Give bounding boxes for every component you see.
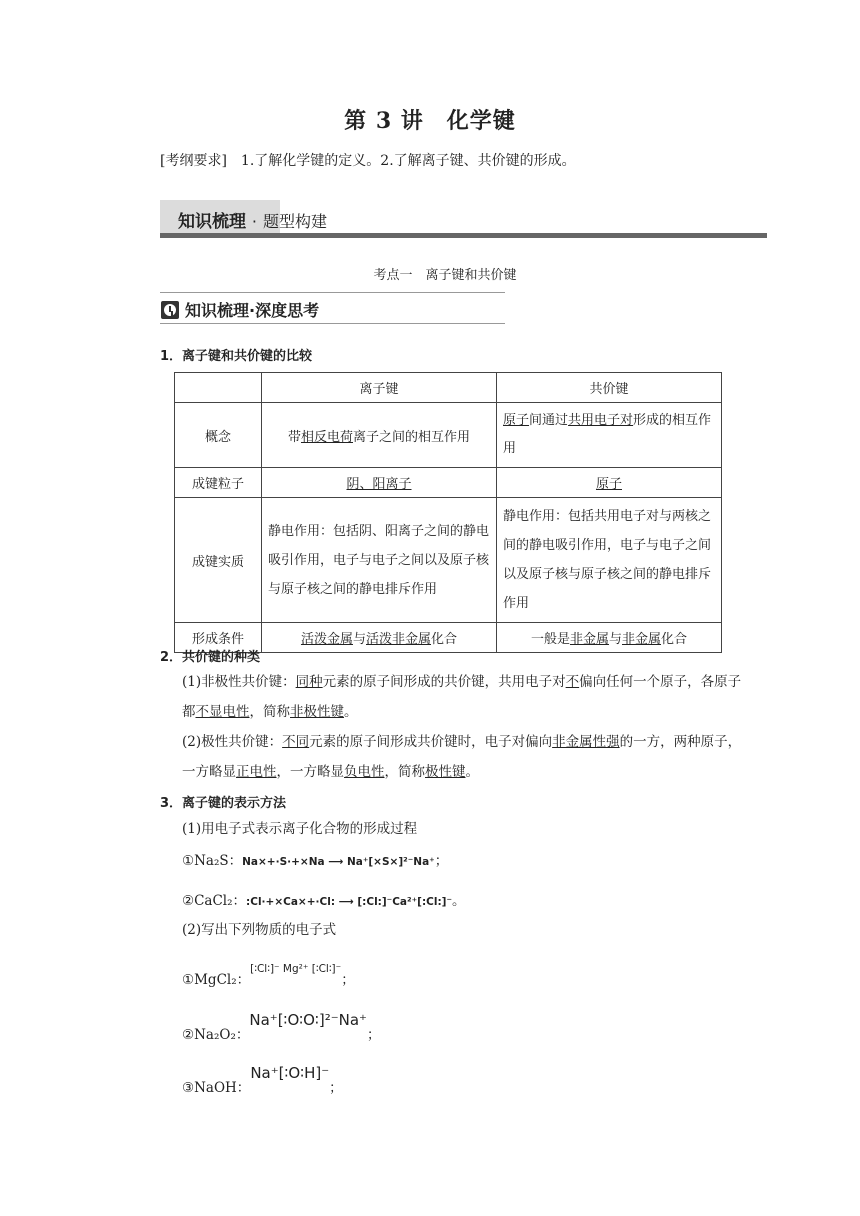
na2o2-electron-formula: Na⁺[∶O∶O∶]²⁻Na⁺ xyxy=(249,1011,367,1029)
mgcl2-label: ①MgCl₂： xyxy=(182,972,251,988)
ionic-conditions: 活泼金属与活泼非金属化合 xyxy=(262,623,497,653)
naoh-label: ③NaOH： xyxy=(182,1080,251,1096)
covalent-essence: 静电作用：包括共用电子对与两核之间的静电吸引作用，电子与电子之间以及原子核与原子核之间的静电排斥作用 xyxy=(497,498,722,623)
na2o2-label: ②Na₂O₂： xyxy=(182,1027,250,1043)
row-label-concept: 概念 xyxy=(175,403,262,468)
cacl2-formation: :Cl·+×Ca×+·Cl: ⟶ [:Cl:]⁻Ca²⁺[:Cl:]⁻ xyxy=(246,896,452,908)
clock-icon xyxy=(161,301,179,319)
formula-row-na2s: ①Na₂S：Na×+·S·+×Na ⟶ Na⁺[×S×]²⁻Na⁺； xyxy=(182,853,449,869)
mgcl2-electron-formula: [∶Cl∶]⁻ Mg²⁺ [∶Cl∶]⁻ xyxy=(250,963,342,975)
table-corner xyxy=(175,373,262,403)
banner-sep: · xyxy=(251,212,258,231)
page-title: 第 3 讲 化学键 xyxy=(344,108,516,134)
s2-title: 2．共价键的种类 xyxy=(160,650,261,665)
section-banner xyxy=(160,200,767,238)
header-covalent: 共价键 xyxy=(497,373,722,403)
formula-row-naoh: ③NaOH：Na⁺[∶O∶H]⁻； xyxy=(182,1064,343,1096)
cacl2-label: ②CaCl₂： xyxy=(182,893,247,909)
header-ionic: 离子键 xyxy=(262,373,497,403)
formula-row-na2o2: ②Na₂O₂：Na⁺[∶O∶O∶]²⁻Na⁺； xyxy=(182,1011,381,1043)
subsection-header xyxy=(161,298,319,321)
exam-requirement: [考纲要求] 1.了解化学键的定义。2.了解离子键、共价键的形成。 xyxy=(160,153,576,169)
s1-title: 1．离子键和共价键的比较 xyxy=(160,349,313,364)
s3-title: 3．离子键的表示方法 xyxy=(160,796,287,811)
subsection-title: 知识梳理·深度思考 xyxy=(185,301,320,320)
ionic-concept: 带相反电荷离子之间的相互作用 xyxy=(262,403,497,468)
s2-paragraph-2: (2)极性共价键：不同元素的原子间形成共价键时，电子对偏向非金属性强的一方，两种原子，一方略显正电性，一方略显负电性，简称极性键。 xyxy=(182,734,742,780)
s2-paragraph-1: (1)非极性共价键：同种元素的原子间形成的共价键，共用电子对不偏向任何一个原子，各原子都不显电性，简称非极性键。 xyxy=(182,674,742,720)
covalent-concept: 原子间通过共用电子对形成的相互作用 xyxy=(497,403,722,468)
covalent-particles: 原子 xyxy=(497,468,722,498)
banner-main: 知识梳理 xyxy=(178,212,246,232)
comparison-table xyxy=(174,372,722,653)
banner-sub: 题型构建 xyxy=(262,212,327,231)
s3-paragraph-1: (1)用电子式表示离子化合物的形成过程 xyxy=(182,821,418,837)
topic-heading: 考点一 离子键和共价键 xyxy=(373,268,517,283)
s3-paragraph-2: (2)写出下列物质的电子式 xyxy=(182,922,337,938)
covalent-conditions: 一般是非金属与非金属化合 xyxy=(497,623,722,653)
formula-row-cacl2: ②CaCl₂：:Cl·+×Ca×+·Cl: ⟶ [:Cl:]⁻Ca²⁺[:Cl:]⁻。 xyxy=(182,893,466,909)
formula-row-mgcl2: ①MgCl₂：$^{[∶Cl∶]^- Mg^{2+} [∶Cl∶]^-}$； xyxy=(182,963,355,988)
row-label-conditions: 形成条件 xyxy=(175,623,262,653)
na2s-formation: Na×+·S·+×Na ⟶ Na⁺[×S×]²⁻Na⁺ xyxy=(242,856,435,868)
naoh-electron-formula: Na⁺[∶O∶H]⁻ xyxy=(250,1064,330,1082)
banner-text xyxy=(178,207,327,232)
ionic-essence: 静电作用：包括阴、阳离子之间的静电吸引作用，电子与电子之间以及原子核与原子核之间的静电排斥作用 xyxy=(262,498,497,623)
divider-top xyxy=(160,292,505,293)
ionic-particles: 阴、阳离子 xyxy=(262,468,497,498)
row-label-particles: 成键粒子 xyxy=(175,468,262,498)
na2s-label: ①Na₂S： xyxy=(182,853,243,869)
banner-rule xyxy=(160,233,767,238)
divider-bottom xyxy=(160,323,505,324)
row-label-essence: 成键实质 xyxy=(175,498,262,623)
